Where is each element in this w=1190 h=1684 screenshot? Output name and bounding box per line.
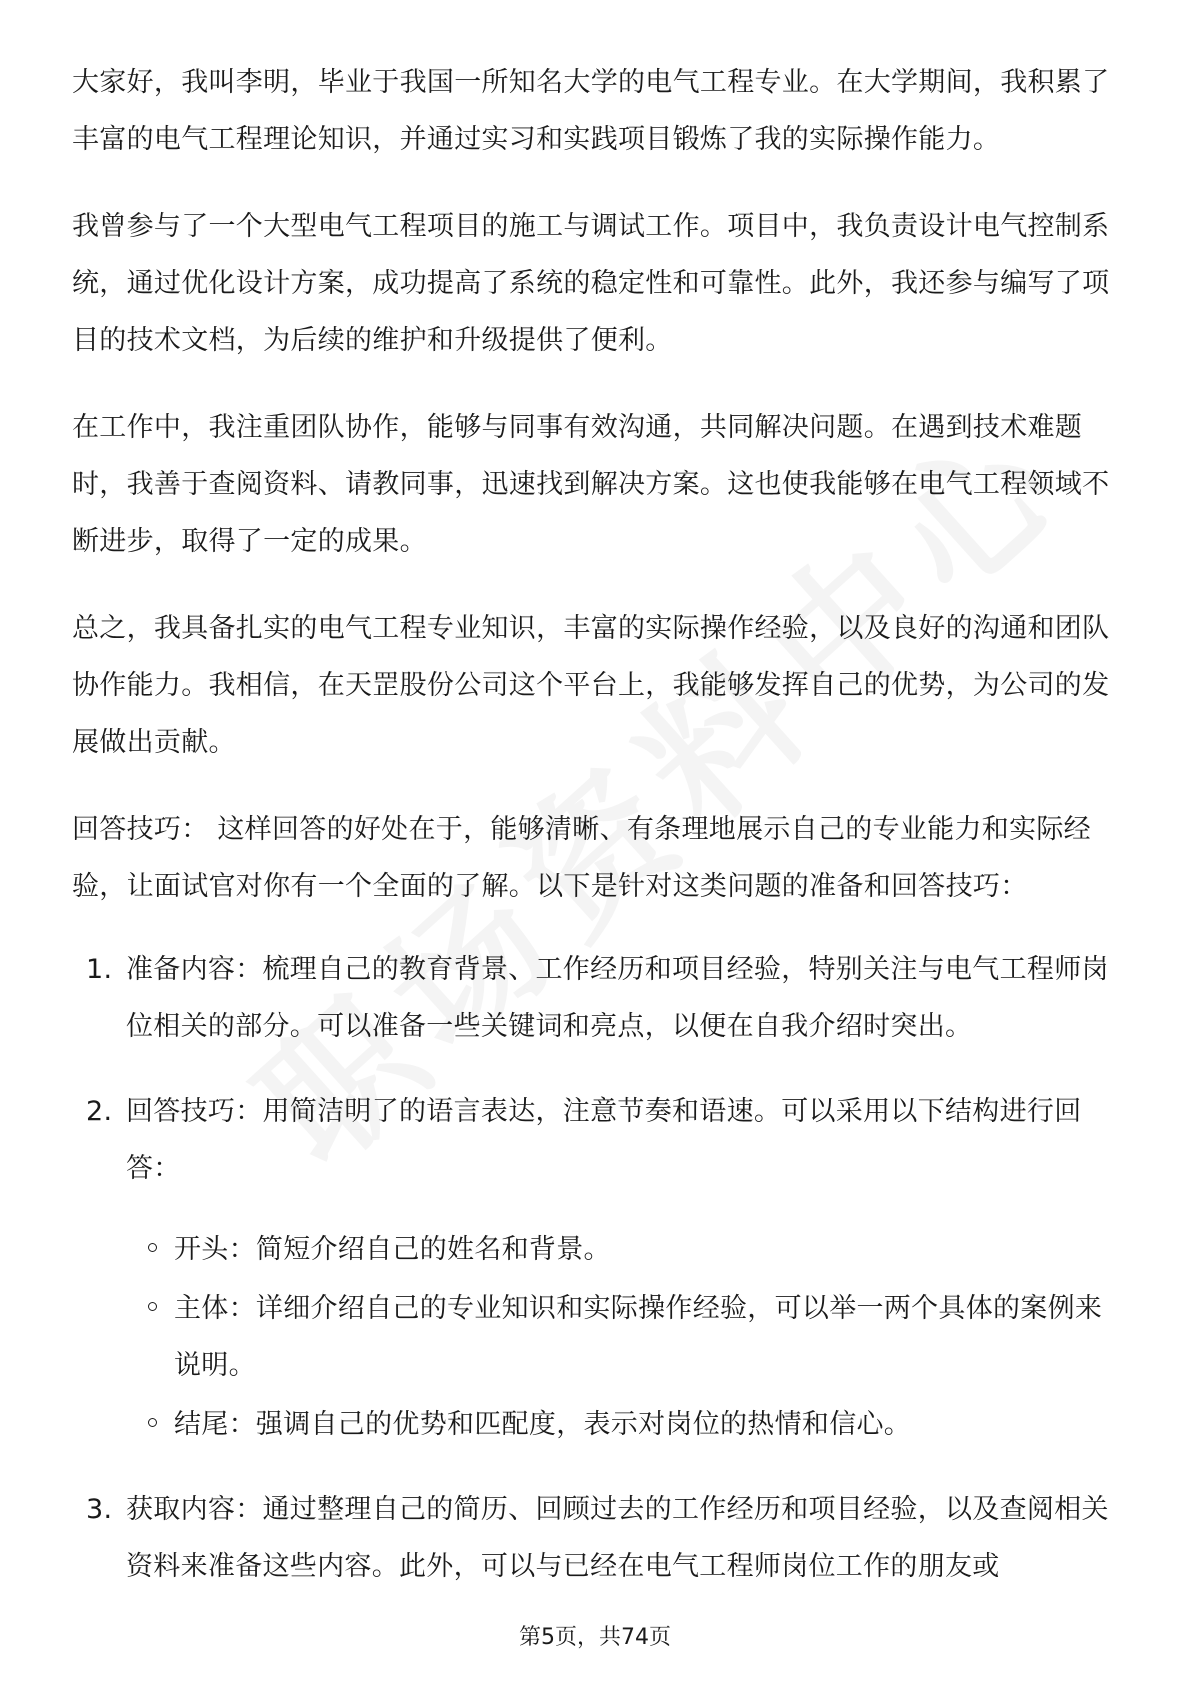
tip-number: 1. (86, 954, 113, 985)
tip-number: 2. (86, 1096, 113, 1127)
summary-paragraph: 总之，我具备扎实的电气工程专业知识，丰富的实际操作经验，以及良好的沟通和团队协作能力。我相信，在天罡股份公司这个平台上，我能够发挥自己的优势，为公司的发展做出贡献。 (72, 613, 1110, 758)
tip-text: 准备内容：梳理自己的教育背景、工作经历和项目经验，特别关注与电气工程师岗位相关的部分。可以准备一些关键词和亮点，以便在自我介绍时突出。 (126, 954, 1109, 1042)
tip-item (72, 1083, 1120, 1453)
tip-text: 获取内容：通过整理自己的简历、回顾过去的工作经历和项目经验，以及查阅相关资料来准备这些内容。此外，可以与已经在电气工程师岗位工作的朋友或 (126, 1494, 1109, 1582)
sublist-text: 开头：简短介绍自己的姓名和背景。 (174, 1234, 611, 1265)
intro-paragraph: 大家好，我叫李明，毕业于我国一所知名大学的电气工程专业。在大学期间，我积累了丰富的电气工程理论知识，并通过实习和实践项目锻炼了我的实际操作能力。 (72, 67, 1110, 155)
page-footer: 第5页，共74页 (519, 1625, 671, 1650)
structure-sublist (126, 1221, 1120, 1453)
tips-list (72, 941, 1120, 1595)
answer-tips-paragraph: 回答技巧： 这样回答的好处在于，能够清晰、有条理地展示自己的专业能力和实际经验，让面试官对你有一个全面的了解。以下是针对这类问题的准备和回答技巧： (72, 814, 1091, 902)
document-page (72, 54, 1120, 1623)
sublist-item (126, 1221, 1120, 1278)
project-paragraph: 我曾参与了一个大型电气工程项目的施工与调试工作。项目中，我负责设计电气控制系统，通过优化设计方案，成功提高了系统的稳定性和可靠性。此外，我还参与编写了项目的技术文档，为后续的维护和升级提供了便利。 (72, 211, 1110, 356)
circle-bullet-icon (148, 1302, 157, 1311)
sublist-text: 结尾：强调自己的优势和匹配度，表示对岗位的热情和信心。 (174, 1409, 912, 1440)
circle-bullet-icon (148, 1418, 157, 1427)
circle-bullet-icon (148, 1243, 157, 1252)
sublist-text: 主体：详细介绍自己的专业知识和实际操作经验，可以举一两个具体的案例来说明。 (174, 1293, 1103, 1381)
sublist-item (126, 1396, 1120, 1453)
teamwork-paragraph: 在工作中，我注重团队协作，能够与同事有效沟通，共同解决问题。在遇到技术难题时，我善于查阅资料、请教同事，迅速找到解决方案。这也使我能够在电气工程领域不断进步，取得了一定的成果。 (72, 412, 1110, 557)
tip-number: 3. (86, 1494, 113, 1525)
tip-text: 回答技巧：用简洁明了的语言表达，注意节奏和语速。可以采用以下结构进行回答： (126, 1096, 1082, 1184)
tip-item (72, 941, 1120, 1055)
tip-item (72, 1481, 1120, 1595)
sublist-item (126, 1280, 1120, 1394)
